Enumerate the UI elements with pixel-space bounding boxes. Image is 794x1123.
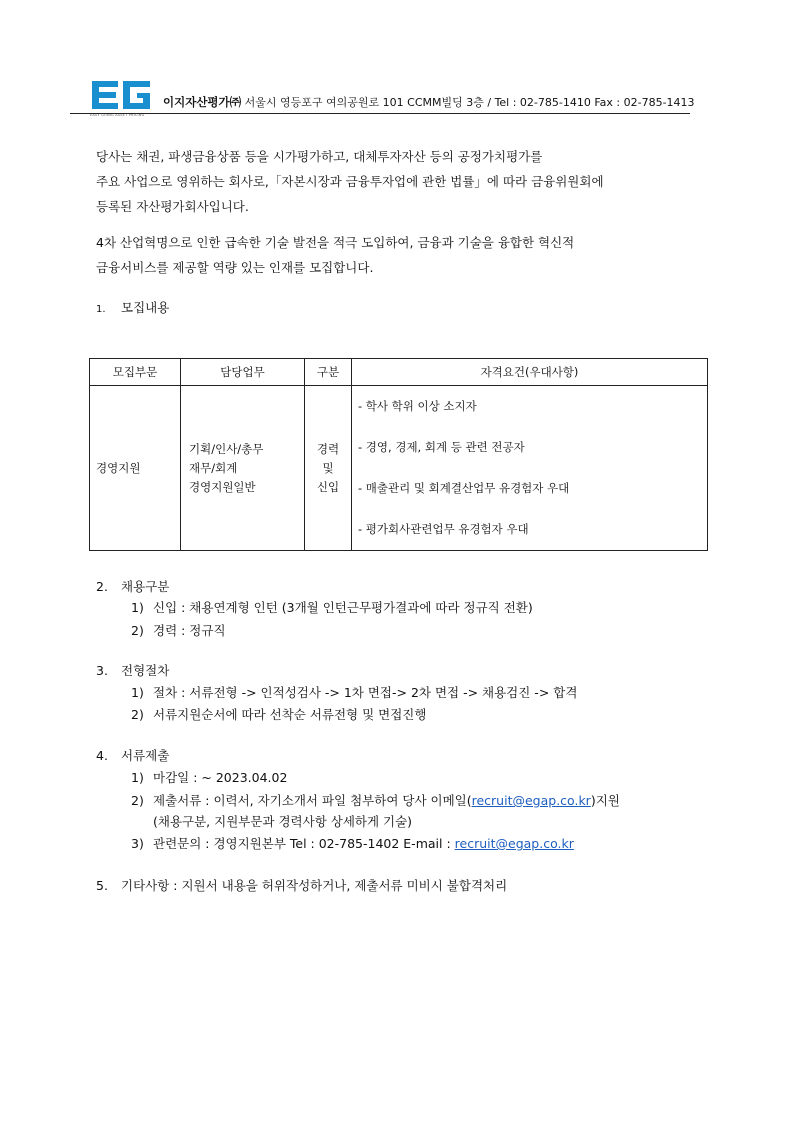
letterhead	[90, 78, 695, 117]
item-text: 경력 : 정규직	[153, 623, 226, 638]
item-number: 1)	[131, 685, 144, 700]
company-name: 이지자산평가㈜	[163, 95, 242, 109]
task-item: 경영지원일반	[189, 479, 256, 494]
section-1-heading	[96, 298, 169, 316]
email-link[interactable]: recruit@egap.co.kr	[471, 793, 591, 808]
item-text: 관련문의 : 경영지원본부 Tel : 02-785-1402 E-mail :	[153, 836, 455, 851]
section-4-heading	[96, 746, 169, 764]
company-address-contact: 서울시 영등포구 여의공원로 101 CCMM빌딩 3층 / Tel : 02-785-1410 Fax : 02-785-1413	[244, 96, 695, 109]
header-cell: 구분	[305, 359, 352, 386]
list-item	[131, 683, 577, 701]
section-2-heading	[96, 577, 169, 595]
list-item	[131, 621, 226, 639]
section-number: 2.	[96, 579, 108, 594]
section-5-heading	[96, 876, 507, 894]
list-item	[131, 834, 574, 852]
section-title: 서류제출	[121, 748, 170, 763]
recruitment-table	[89, 358, 708, 551]
item-number: 3)	[131, 836, 144, 851]
list-item	[131, 598, 533, 616]
intro-paragraph-1	[96, 144, 604, 219]
text-line: 주요 사업으로 영위하는 회사로,「자본시장과 금융투자업에 관한 법률」에 따라 금융위원회에	[96, 174, 604, 189]
item-number: 1)	[131, 770, 144, 785]
item-number: 1)	[131, 600, 144, 615]
section-number: 5.	[96, 878, 108, 893]
text-line: 당사는 채권, 파생금융상품 등을 시가평가하고, 대체투자자산 등의 공정가치평가를	[96, 149, 543, 164]
list-item-continuation: (채용구분, 지원부문과 경력사항 상세하게 기술)	[153, 814, 413, 829]
header-cell: 모집부문	[90, 359, 181, 386]
requirement-item: - 학사 학위 이상 소지자	[358, 399, 477, 413]
requirements-cell	[352, 386, 708, 551]
section-number: 3.	[96, 663, 108, 678]
requirement-item: - 매출관리 및 회계결산업무 유경험자 우대	[358, 481, 570, 495]
list-item	[131, 791, 620, 809]
item-number: 2)	[131, 623, 144, 638]
item-text: 서류지원순서에 따라 선착순 서류전형 및 면접진행	[153, 707, 427, 722]
table-header-row	[90, 359, 708, 386]
tasks-cell	[181, 386, 305, 551]
section-3-heading	[96, 661, 169, 679]
item-text: 절차 : 서류전형 -> 인적성검사 -> 1차 면접-> 2차 면접 -> 채용검진 -> 합격	[153, 685, 578, 700]
email-link[interactable]: recruit@egap.co.kr	[454, 836, 574, 851]
item-number: 2)	[131, 707, 144, 722]
section-number: 4.	[96, 748, 108, 763]
section-number: 1.	[96, 304, 106, 315]
item-text: 신입 : 채용연계형 인턴 (3개월 인턴근무평가결과에 따라 정규직 전환)	[153, 600, 533, 615]
type-cell	[305, 386, 352, 551]
list-item	[131, 705, 426, 723]
text-line: 등록된 자산평가회사입니다.	[96, 199, 249, 214]
section-text: 기타사항 : 지원서 내용을 허위작성하거나, 제출서류 미비시 불합격처리	[121, 878, 508, 893]
text-line: 4차 산업혁명으로 인한 급속한 기술 발전을 적극 도입하여, 금융과 기술을 융합한 혁신적	[96, 235, 575, 250]
item-text: )지원	[590, 793, 620, 808]
company-logo	[90, 80, 154, 117]
task-item: 재무/회계	[189, 460, 238, 475]
section-title: 채용구분	[121, 579, 170, 594]
item-text: 마감일 : ~ 2023.04.02	[153, 770, 288, 785]
text-line: 금융서비스를 제공할 역량 있는 인재를 모집합니다.	[96, 260, 374, 275]
company-info-line	[163, 94, 695, 110]
list-item	[131, 768, 287, 786]
header-divider	[70, 113, 690, 114]
requirement-item: - 경영, 경제, 회계 등 관련 전공자	[358, 440, 525, 454]
item-number: 2)	[131, 793, 144, 808]
table-row	[90, 386, 708, 551]
intro-paragraph-2	[96, 230, 574, 280]
task-item: 기획/인사/총무	[189, 441, 264, 456]
item-text: 제출서류 : 이력서, 자기소개서 파일 첨부하여 당사 이메일(	[153, 793, 472, 808]
type-line: 신입	[316, 479, 340, 494]
type-line: 경력	[316, 441, 340, 456]
type-line: 및	[322, 460, 334, 475]
section-title: 전형절차	[121, 663, 170, 678]
requirement-item: - 평가회사관련업무 유경험자 우대	[358, 522, 529, 536]
logo-subtext: EASY GOING ASSET PRICING	[90, 113, 145, 117]
header-cell: 자격요건(우대사항)	[352, 359, 708, 386]
dept-cell: 경영지원	[90, 386, 181, 551]
header-cell: 담당업무	[181, 359, 305, 386]
section-title: 모집내용	[121, 300, 170, 315]
